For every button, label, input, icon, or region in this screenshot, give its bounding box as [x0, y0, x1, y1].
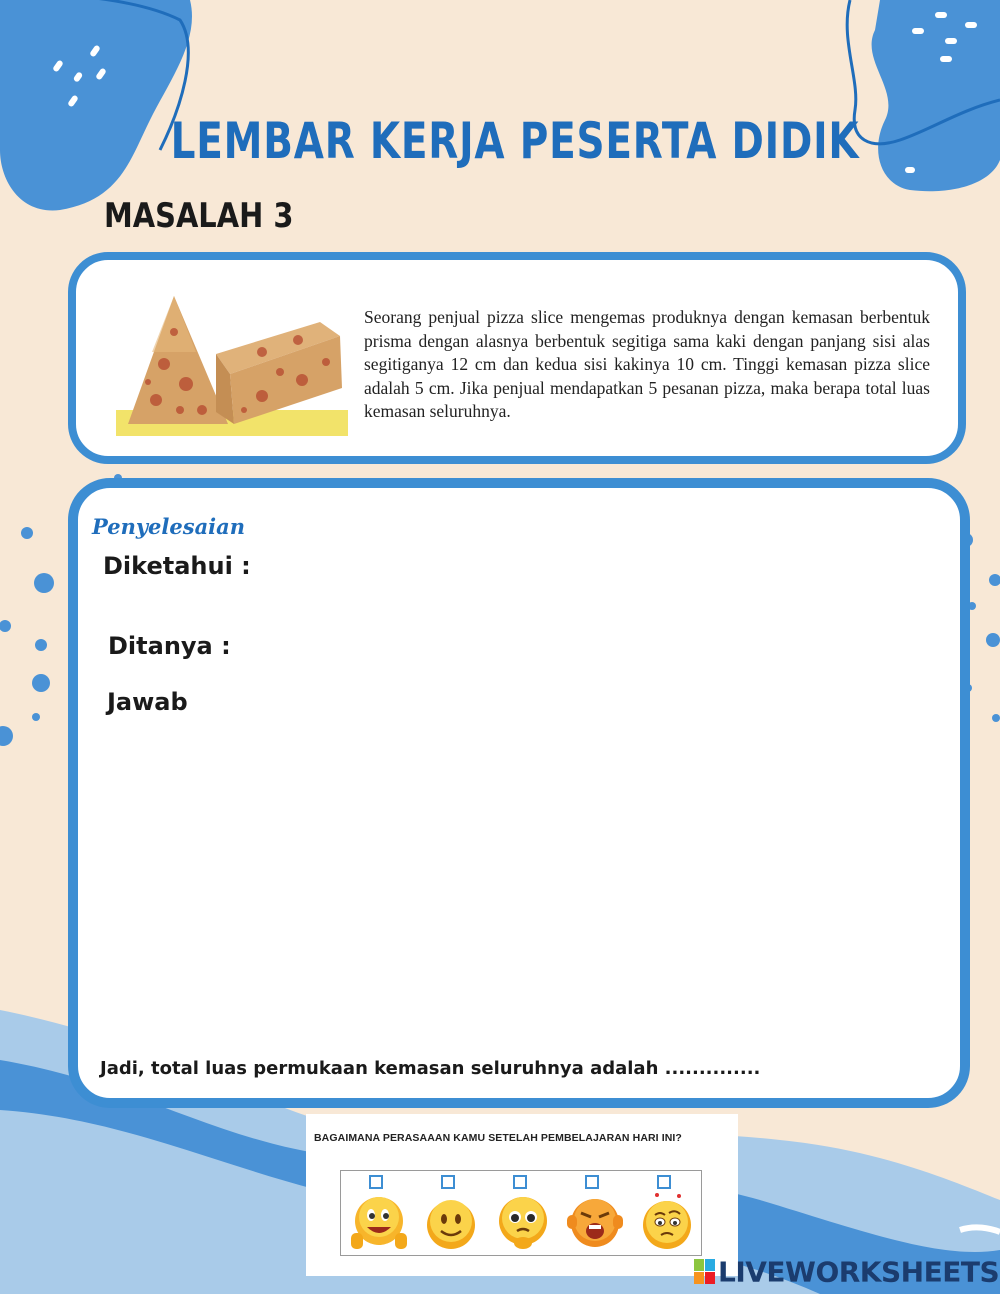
feedback-checkbox[interactable] — [585, 1175, 599, 1189]
pleading-emoji-icon — [491, 1191, 555, 1255]
asked-label: Ditanya : — [108, 632, 231, 660]
problem-card — [68, 252, 966, 464]
conclusion-text: Jadi, total luas permukaan kemasan seluruhnya adalah .............. — [100, 1058, 761, 1079]
feedback-option — [413, 1171, 485, 1255]
feedback-option — [341, 1171, 413, 1255]
feedback-checkbox[interactable] — [369, 1175, 383, 1189]
crying-emoji-icon — [563, 1191, 627, 1255]
feedback-option — [485, 1171, 557, 1255]
answer-label: Jawab — [107, 688, 188, 716]
top-left-blob — [0, 0, 192, 210]
smile-emoji-icon — [419, 1191, 483, 1255]
confused-emoji-icon — [635, 1191, 699, 1255]
feedback-question: BAGAIMANA PERASAAAN KAMU SETELAH PEMBELAJARAN HARI INI? — [314, 1132, 682, 1144]
problem-statement: Seorang penjual pizza slice mengemas produknya dengan kemasan berbentuk prisma dengan alasnya berbentuk segitiga sama kaki dengan panjang sisi alas segitiganya 12 cm dan kedua sisi kakinya 10 cm. Tinggi kemasan pizza slice adalah 5 cm. Jika penjual mendapatkan 5 pesanan pizza, maka berapa total luas kemasan seluruhnya. — [364, 307, 930, 421]
liveworksheets-logo-icon — [694, 1259, 716, 1285]
feedback-option — [557, 1171, 629, 1255]
feedback-panel — [306, 1114, 738, 1276]
pizza-box-image — [112, 292, 348, 438]
known-label: Diketahui : — [103, 552, 251, 580]
feedback-checkbox[interactable] — [441, 1175, 455, 1189]
solution-card — [68, 478, 970, 1108]
feedback-options — [340, 1170, 702, 1256]
problem-number: MASALAH 3 — [104, 196, 294, 236]
feedback-checkbox[interactable] — [657, 1175, 671, 1189]
feedback-option — [629, 1171, 701, 1255]
brand-name: LIVEWORKSHEETS — [718, 1255, 1000, 1289]
thumbs-up-emoji-icon — [347, 1191, 411, 1255]
feedback-checkbox[interactable] — [513, 1175, 527, 1189]
brand-watermark — [694, 1254, 1000, 1289]
page-title: LEMBAR KERJA PESERTA DIDIK — [170, 112, 860, 170]
solution-heading: Penyelesaian — [92, 514, 246, 539]
